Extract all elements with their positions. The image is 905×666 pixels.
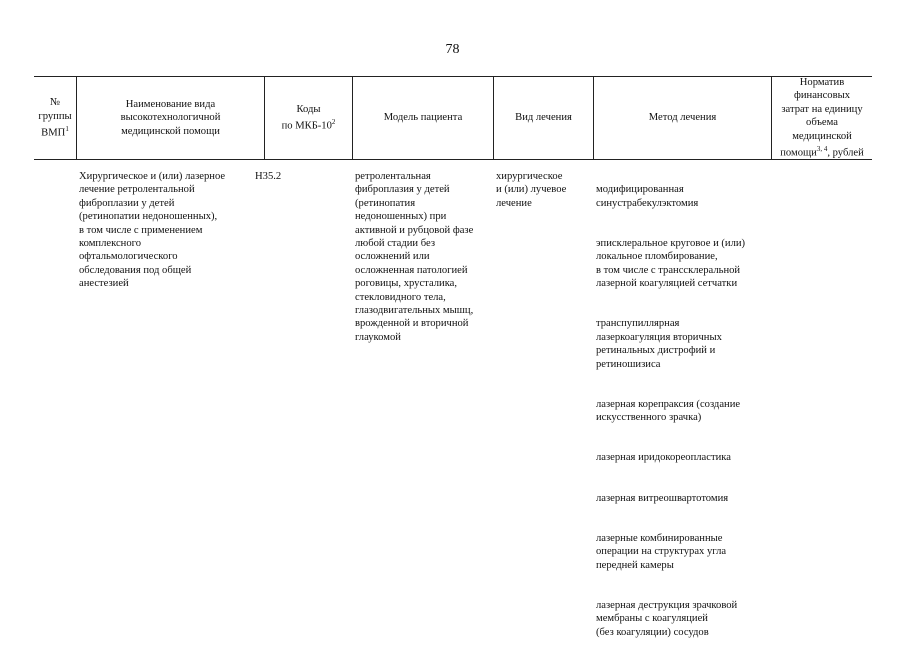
header-treatment-type-label: Вид лечения <box>515 112 572 124</box>
cell-methods <box>593 170 771 666</box>
method-item: эписклеральное круговое и (или) локальное пломбирование, в том числе с транссклеральной лазерной коагуляцией сетчатки <box>596 238 746 290</box>
header-norm <box>771 77 872 159</box>
cell-name: Хирургическое и (или) лазерное лечение ретролентальной фиброплазии у детей (ретинопатии недоношенных), в том числе с применением комплексного офтальмологического обследования под общей анестезией <box>79 171 226 290</box>
method-item: транспупиллярная лазеркоагуляция вторичных ретинальных дистрофий и ретиношизиса <box>596 318 722 370</box>
method-item: лазерная иридокореопластика <box>596 452 731 464</box>
footnote-marker: 3, 4 <box>816 145 828 154</box>
header-name-label: Наименование вида высокотехнологичной медицинской помощи <box>120 98 221 137</box>
footnote-marker: 1 <box>65 124 69 133</box>
page-number: 78 <box>445 42 460 57</box>
header-norm-tail: , рублей <box>827 147 864 159</box>
method-item: лазерная деструкция зрачковой мембраны с коагуляцией (без коагуляции) сосудов <box>596 599 738 638</box>
header-norm-label: Норматив финансовых затрат на единицу объема медицинской помощи <box>780 77 863 159</box>
method-item: лазерная витреошвартотомия <box>596 492 729 504</box>
vmp-table <box>34 76 872 638</box>
header-method-label: Метод лечения <box>648 112 717 124</box>
footnote-marker: 2 <box>331 118 336 127</box>
method-item: лазерная корепраксия (создание искусственного зрачка) <box>596 398 741 424</box>
header-codes <box>264 77 352 159</box>
header-name <box>76 77 264 159</box>
cell-model: ретролентальная фиброплазия у детей (ретинопатия недоношенных) при активной и рубцовой фазе любой стадии без осложнений или осложненная патологией роговицы, хрусталика, стекловидного тела, глазодвигательных мышц, врожденной и вторичной глаукомой <box>355 171 474 343</box>
header-model-label: Модель пациента <box>383 112 463 124</box>
header-method <box>593 77 771 159</box>
cell-code: H35.2 <box>255 171 282 182</box>
cell-treatment-type: хирургическое и (или) лучевое лечение <box>496 171 567 209</box>
method-item: лазерные комбинированные операции на структурах угла передней камеры <box>596 532 727 571</box>
method-item: модифицированная синустрабекулэктомия <box>596 184 699 209</box>
header-treatment-type <box>493 77 593 159</box>
table-header-row <box>34 76 872 160</box>
header-group-number <box>34 77 76 159</box>
header-codes-label: Коды по МКБ-10 <box>281 103 332 132</box>
header-model <box>352 77 493 159</box>
header-group-label: № группы ВМП <box>38 97 72 139</box>
